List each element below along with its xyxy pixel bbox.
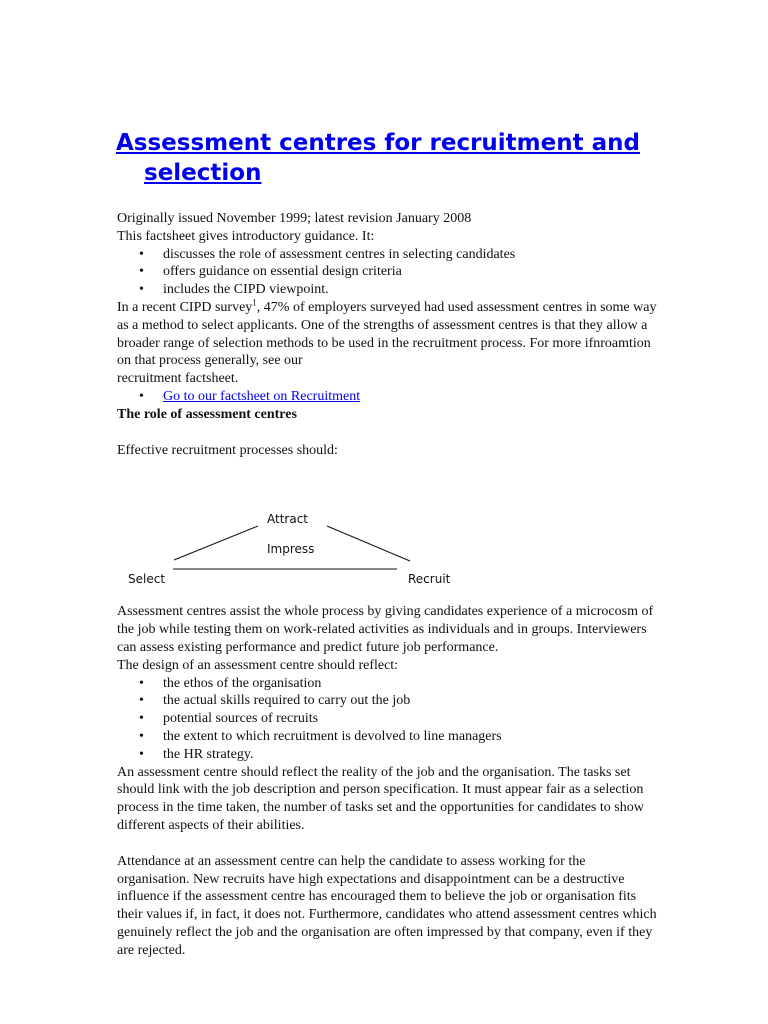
list-item: • the extent to which recruitment is devolved to line managers <box>163 728 657 746</box>
effective-text: Effective recruitment processes should: <box>117 442 338 458</box>
list-item: • discusses the role of assessment centres in selecting candidates <box>163 246 657 264</box>
reality-paragraph: An assessment centre should reflect the reality of the job and the organisation. The tasks set should link with the job description and person specification. It must appear fair as a selection process in the time taken, the number of tasks set and the opportunities for candidates to show different aspects of their abilities. <box>117 764 644 833</box>
diagram-label-select: Select <box>128 572 166 587</box>
design-list <box>117 675 657 764</box>
list-item: • includes the CIPD viewpoint. <box>163 281 657 299</box>
document-body <box>117 210 657 960</box>
diagram-label-recruit: Recruit <box>408 572 451 587</box>
page-title[interactable] <box>116 128 676 188</box>
section-heading: The role of assessment centres <box>117 406 297 422</box>
survey-text-start: In a recent CIPD survey <box>117 299 253 315</box>
link-list <box>117 388 657 406</box>
diagram-label-attract: Attract <box>267 512 308 527</box>
title-line-2[interactable]: selection <box>144 160 262 186</box>
list-item: • potential sources of recruits <box>163 710 657 728</box>
recruitment-diagram <box>117 511 657 603</box>
survey-tail: recruitment factsheet. <box>117 371 239 387</box>
issue-date: Originally issued November 1999; latest revision January 2008 <box>117 211 472 226</box>
list-item: • the actual skills required to carry out the job <box>163 692 657 710</box>
list-item: • offers guidance on essential design criteria <box>163 263 657 281</box>
diagram-line-left <box>174 526 258 560</box>
design-intro: The design of an assessment centre should reflect: <box>117 657 399 673</box>
survey-text-end: , 47% of employers surveyed had used assessment centres in some way as a method to select applicants. One of the strengths of assessment centres is that they allow a broader range of selection methods to be used in the recruitment process. For more ifnroamtion on that process generally, see our <box>117 299 657 369</box>
footnote-ref: 1 <box>252 297 257 308</box>
diagram-line-right <box>327 526 410 561</box>
diagram-label-impress: Impress <box>267 542 315 557</box>
diagram-lines <box>117 511 657 603</box>
attendance-paragraph: Attendance at an assessment centre can help the candidate to assess working for the organisation. New recruits have high expectations and disappointment can be a destructive influence if the assessment centre has encouraged them to believe the job or organisation fits their values if, in fact, it does not. Furthermore, candidates who attend assessment centres which genuinely reflect the job and the organisation are often impressed by that company, even if they are rejected. <box>117 853 657 958</box>
list-item: • the ethos of the organisation <box>163 675 657 693</box>
intro-text: This factsheet gives introductory guidance. It: <box>117 228 375 244</box>
assist-paragraph: Assessment centres assist the whole process by giving candidates experience of a microcosm of the job while testing them on work-related activities as individuals and in groups. Interviewers can assess existing performance and predict future job performance. <box>117 604 654 655</box>
list-item: • the HR strategy. <box>163 746 657 764</box>
survey-paragraph <box>117 299 657 388</box>
intro-list <box>117 246 657 299</box>
title-line-1[interactable]: Assessment centres for recruitment and <box>116 130 640 156</box>
recruitment-factsheet-link[interactable]: Go to our factsheet on Recruitment <box>163 388 361 404</box>
list-item <box>163 388 657 406</box>
